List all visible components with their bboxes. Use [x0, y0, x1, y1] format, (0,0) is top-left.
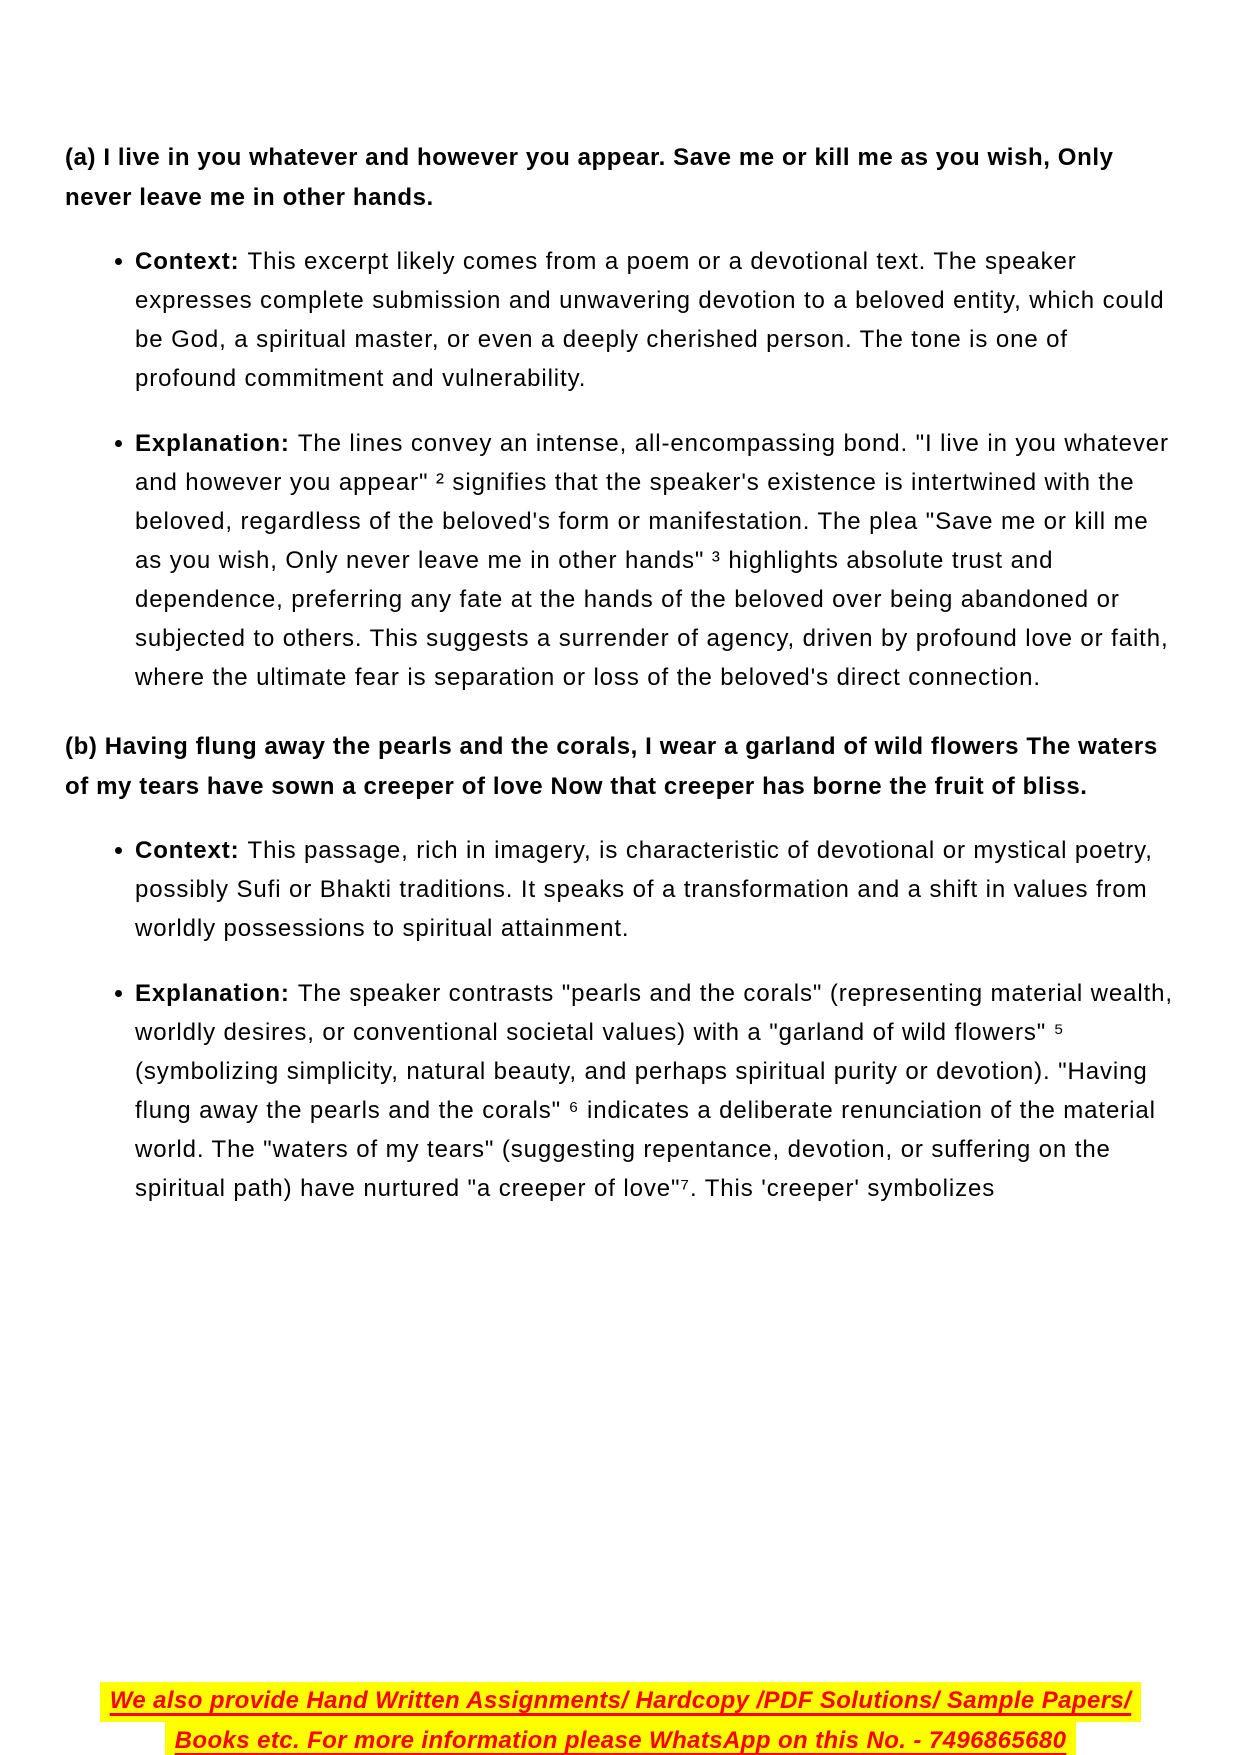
- bullet-text-context-b: This passage, rich in imagery, is characteristic of devotional or mystical poetry, possibly Sufi or Bhakti traditions. It speaks of a transformation and a shift in values from worldly possessions to spiritual attainment.: [135, 837, 1153, 942]
- bullet-label-context-a: Context:: [135, 248, 240, 275]
- bullet-label-explanation-a: Explanation:: [135, 430, 290, 457]
- bullet-item-context-b: [65, 831, 1177, 948]
- footer-banner-text-2: Books etc. For more information please WhatsApp on this No. - 7496865680: [165, 1722, 1077, 1755]
- bullet-list-b: [65, 831, 1177, 1208]
- quote-heading-b: (b) Having flung away the pearls and the corals, I wear a garland of wild flowers The waters of my tears have sown a creeper of love Now that creeper has borne the fruit of bliss.: [65, 733, 1158, 800]
- footer-banner-text-1: We also provide Hand Written Assignments/ Hardcopy /PDF Solutions/ Sample Papers/: [100, 1682, 1142, 1722]
- bullet-item-explanation-a: [65, 424, 1177, 697]
- quote-heading-a: (a) I live in you whatever and however you appear. Save me or kill me as you wish, Only never leave me in other hands.: [65, 144, 1114, 211]
- document-content: [65, 138, 1177, 1234]
- footer-banner-row-2: [0, 1722, 1241, 1755]
- bullet-text-context-a: This excerpt likely comes from a poem or a devotional text. The speaker expresses complete submission and unwavering devotion to a beloved entity, which could be God, a spiritual master, or even a deeply cherished person. The tone is one of profound commitment and vulnerability.: [135, 248, 1165, 392]
- footer-banner: [0, 1682, 1241, 1755]
- bullet-list-a: [65, 242, 1177, 697]
- bullet-label-context-b: Context:: [135, 837, 240, 864]
- bullet-text-explanation-a: The lines convey an intense, all-encompassing bond. "I live in you whatever and however you appear" ² signifies that the speaker's existence is intertwined with the beloved, regardless of the beloved's form or manifestation. The plea "Save me or kill me as you wish, Only never leave me in other hands" ³ highlights absolute trust and dependence, preferring any fate at the hands of the beloved over being abandoned or subjected to others. This suggests a surrender of agency, driven by profound love or faith, where the ultimate fear is separation or loss of the beloved's direct connection.: [135, 430, 1169, 691]
- bullet-label-explanation-b: Explanation:: [135, 980, 290, 1007]
- bullet-item-context-a: [65, 242, 1177, 398]
- bullet-item-explanation-b: [65, 974, 1177, 1208]
- bullet-text-explanation-b: The speaker contrasts "pearls and the corals" (representing material wealth, worldly desires, or conventional societal values) with a "garland of wild flowers" ⁵ (symbolizing simplicity, natural beauty, and perhaps spiritual purity or devotion). "Having flung away the pearls and the corals" ⁶ indicates a deliberate renunciation of the material world. The "waters of my tears" (suggesting repentance, devotion, or suffering on the spiritual path) have nurtured "a creeper of love"⁷. This 'creeper' symbolizes: [135, 980, 1173, 1202]
- footer-banner-row-1: [0, 1682, 1241, 1722]
